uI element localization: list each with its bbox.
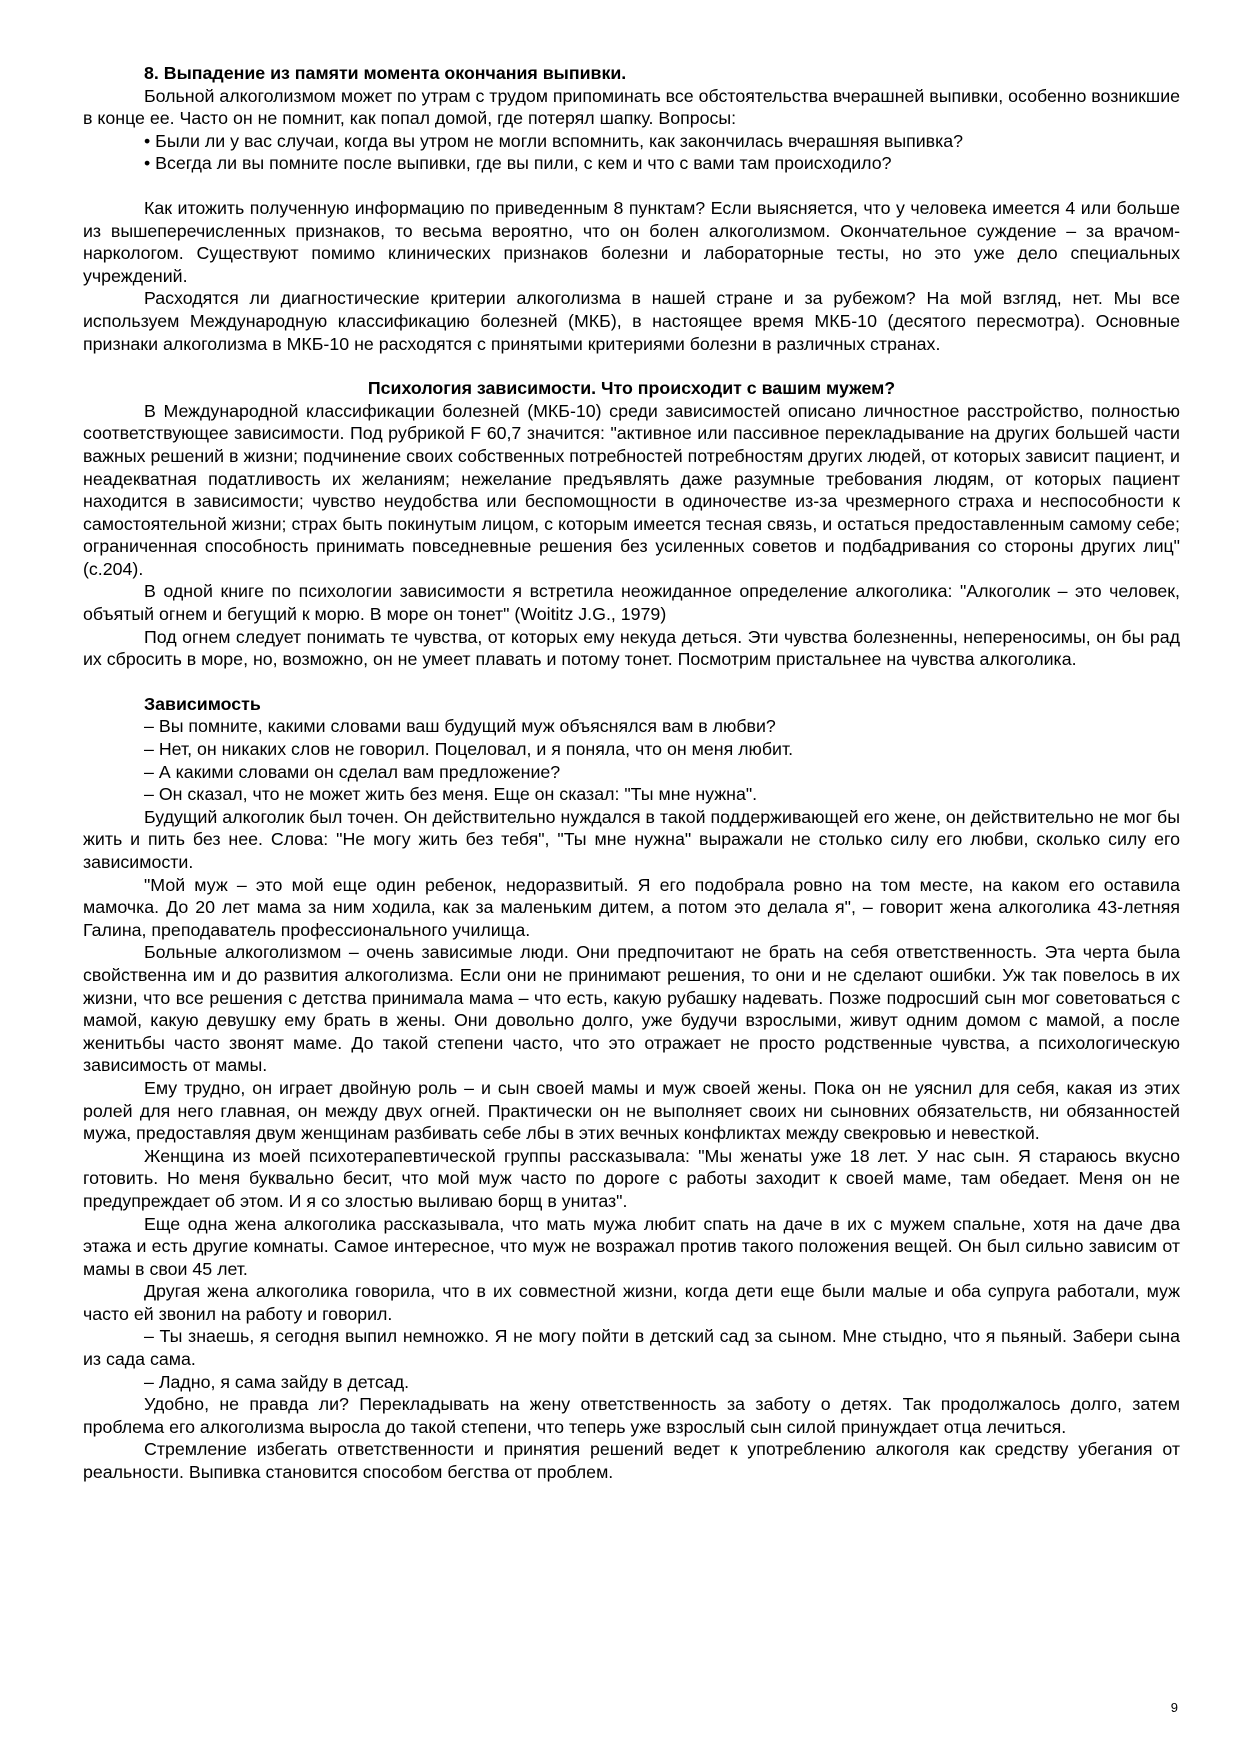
psychology-heading: Психология зависимости. Что происходит с вашим мужем?	[367, 378, 896, 399]
dependence-paragraph-7: Другая жена алкоголика говорила, что в их совместной жизни, когда дети еще были малые и оба супруга работали, муж часто ей звонил на работу и говорил.	[83, 1281, 1180, 1324]
summary-paragraph-1: Как итожить полученную информацию по приведенным 8 пунктам? Если выясняется, что у человека имеется 4 или больше из вышеперечисленных признаков, то весьма вероятно, что он болен алкоголизмом. Окончательное суждение – за врачом-наркологом. Существуют помимо клинических признаков болезни и лабораторные тесты, но это уже дело специальных учреждений.	[83, 197, 1180, 286]
dependence-paragraph-3: Больные алкоголизмом – очень зависимые люди. Они предпочитают не брать на себя ответственность. Эта черта была свойственна им и до развития алкоголизма. Если они не принимают решения, то они и не сделают ошибки. Уж так повелось в их жизни, что все решения с детства принимала мама – что есть, какую рубашку надевать. Позже подросший сын мог советоваться с мамой, какую девушку ему брать в жены. Они довольно долго, уже будучи взрослыми, живут одним домом с мамой, а после женитьбы часто звонят маме. До такой степени часто, что это отражает не просто родственные чувства, а психологическую зависимость от мамы.	[83, 942, 1180, 1076]
dialogue-line-6: – Ладно, я сама зайду в детсад.	[144, 1371, 410, 1392]
summary-paragraph-2: Расходятся ли диагностические критерии алкоголизма в нашей стране и за рубежом? На мой взгляд, нет. Мы все используем Международную классификацию болезней (МКБ), в настоящее время МКБ-10 (десятого пересмотра). Основные признаки алкоголизма в МКБ-10 не расходятся с принятыми критериями болезни в различных странах.	[83, 288, 1180, 354]
page-number: 9	[1170, 1700, 1178, 1715]
dialogue-line-4: – Он сказал, что не может жить без меня. Еще он сказал: "Ты мне нужна".	[144, 784, 758, 805]
dependence-paragraph-1: Будущий алкоголик был точен. Он действительно нуждался в такой поддерживающей его жене, он действительно не мог бы жить и пить без нее. Слова: "Не могу жить без тебя", "Ты мне нужна" выражали не столько силу его любви, сколько силу его зависимости.	[83, 806, 1180, 872]
dependence-paragraph-5: Женщина из моей психотерапевтической группы рассказывала: "Мы женаты уже 18 лет. У нас сын. Я стараюсь вкусно готовить. Но меня буквально бесит, что мой муж часто по дороге с работы заходит к своей маме, там обедает. Меня он не предупреждает об этом. И я со злостью выливаю борщ в унитаз".	[83, 1145, 1180, 1211]
psychology-paragraph-1: В Международной классификации болезней (МКБ-10) среди зависимостей описано личностное расстройство, полностью соответствующее зависимости. Под рубрикой F 60,7 значится: "активное или пассивное перекладывание на других большей части важных решений в жизни; подчинение своих собственных потребностей потребностям других людей, от которых зависит пациент, и неадекватная податливость их желаниям; нежелание предъявлять даже разумные требования людям, от которых пациент находится в зависимости; чувство неудобства или беспомощности в одиночестве из-за чрезмерного страха и неспособности к самостоятельной жизни; страх быть покинутым лицом, с которым имеется тесная связь, и остаться предоставленным самому себе; ограниченная способность принимать повседневные решения без усиленных советов и подбадривания со стороны других лиц" (с.204).	[83, 400, 1180, 579]
document-page	[83, 62, 1180, 1484]
dialogue-line-1: – Вы помните, какими словами ваш будущий муж объяснялся вам в любви?	[144, 716, 776, 737]
bullet-question-1: • Были ли у вас случаи, когда вы утром не могли вспомнить, как закончилась вчерашняя выпивка?	[144, 130, 964, 151]
dependence-paragraph-9: Стремление избегать ответственности и принятия решений ведет к употреблению алкоголя как средству убегания от реальности. Выпивка становится способом бегства от проблем.	[83, 1439, 1180, 1483]
dependence-paragraph-4: Ему трудно, он играет двойную роль – и сын своей мамы и муж своей жены. Пока он не уяснил для себя, какая из этих ролей для него главная, он между двух огней. Практически он не выполняет своих ни сыновних обязательств, ни обязанностей мужа, предоставляя двум женщинам разбивать себе лбы в этих вечных конфликтах между свекровью и невесткой.	[83, 1077, 1180, 1144]
dependence-paragraph-6: Еще одна жена алкоголика рассказывала, что мать мужа любит спать на даче в их с мужем спальне, хотя на даче два этажа и есть другие комнаты. Самое интересное, что муж не возражал против такого положения вещей. Он был сильно зависим от мамы в свои 45 лет.	[83, 1213, 1180, 1279]
dialogue-line-2: – Нет, он никаких слов не говорил. Поцеловал, и я поняла, что он меня любит.	[144, 739, 794, 760]
dialogue-line-5: – Ты знаешь, я сегодня выпил немножко. Я не могу пойти в детский сад за сыном. Мне стыдно, что я пьяный. Забери сына из сада сама.	[83, 1326, 1180, 1370]
dependence-paragraph-8: Удобно, не правда ли? Перекладывать на жену ответственность за заботу о детях. Так продолжалось долго, затем проблема его алкоголизма выросла до такой степени, что теперь уже взрослый сын силой принуждает отца лечиться.	[83, 1394, 1180, 1437]
bullet-question-2: • Всегда ли вы помните после выпивки, где вы пили, с кем и что с вами там происходило?	[144, 153, 892, 174]
dependence-paragraph-2: "Мой муж – это мой еще один ребенок, недоразвитый. Я его подобрала ровно на том месте, на каком его оставила мамочка. До 20 лет мама за ним ходила, как за маленьким дитем, а потом это делала я", – говорит жена алкоголика 43-летняя Галина, преподаватель профессионального училища.	[83, 874, 1180, 940]
dependence-heading: Зависимость	[144, 693, 261, 714]
psychology-paragraph-3: Под огнем следует понимать те чувства, от которых ему некуда деться. Эти чувства болезненны, непереносимы, он бы рад их сбросить в море, но, возможно, он не умеет плавать и потому тонет. Посмотрим пристальнее на чувства алкоголика.	[83, 626, 1180, 670]
section-8-paragraph: Больной алкоголизмом может по утрам с трудом припоминать все обстоятельства вчерашней выпивки, особенно возникшие в конце ее. Часто он не помнит, как попал домой, где потерял шапку. Вопросы:	[83, 85, 1181, 129]
section-8-heading: 8. Выпадение из памяти момента окончания выпивки.	[144, 63, 627, 83]
dialogue-line-3: – А какими словами он сделал вам предложение?	[144, 761, 561, 782]
psychology-paragraph-2: В одной книге по психологии зависимости я встретила неожиданное определение алкоголика: "Алкоголик – это человек, объятый огнем и бегущий к морю. В море он тонет" (Woititz J.G., 1979)	[83, 581, 1180, 625]
